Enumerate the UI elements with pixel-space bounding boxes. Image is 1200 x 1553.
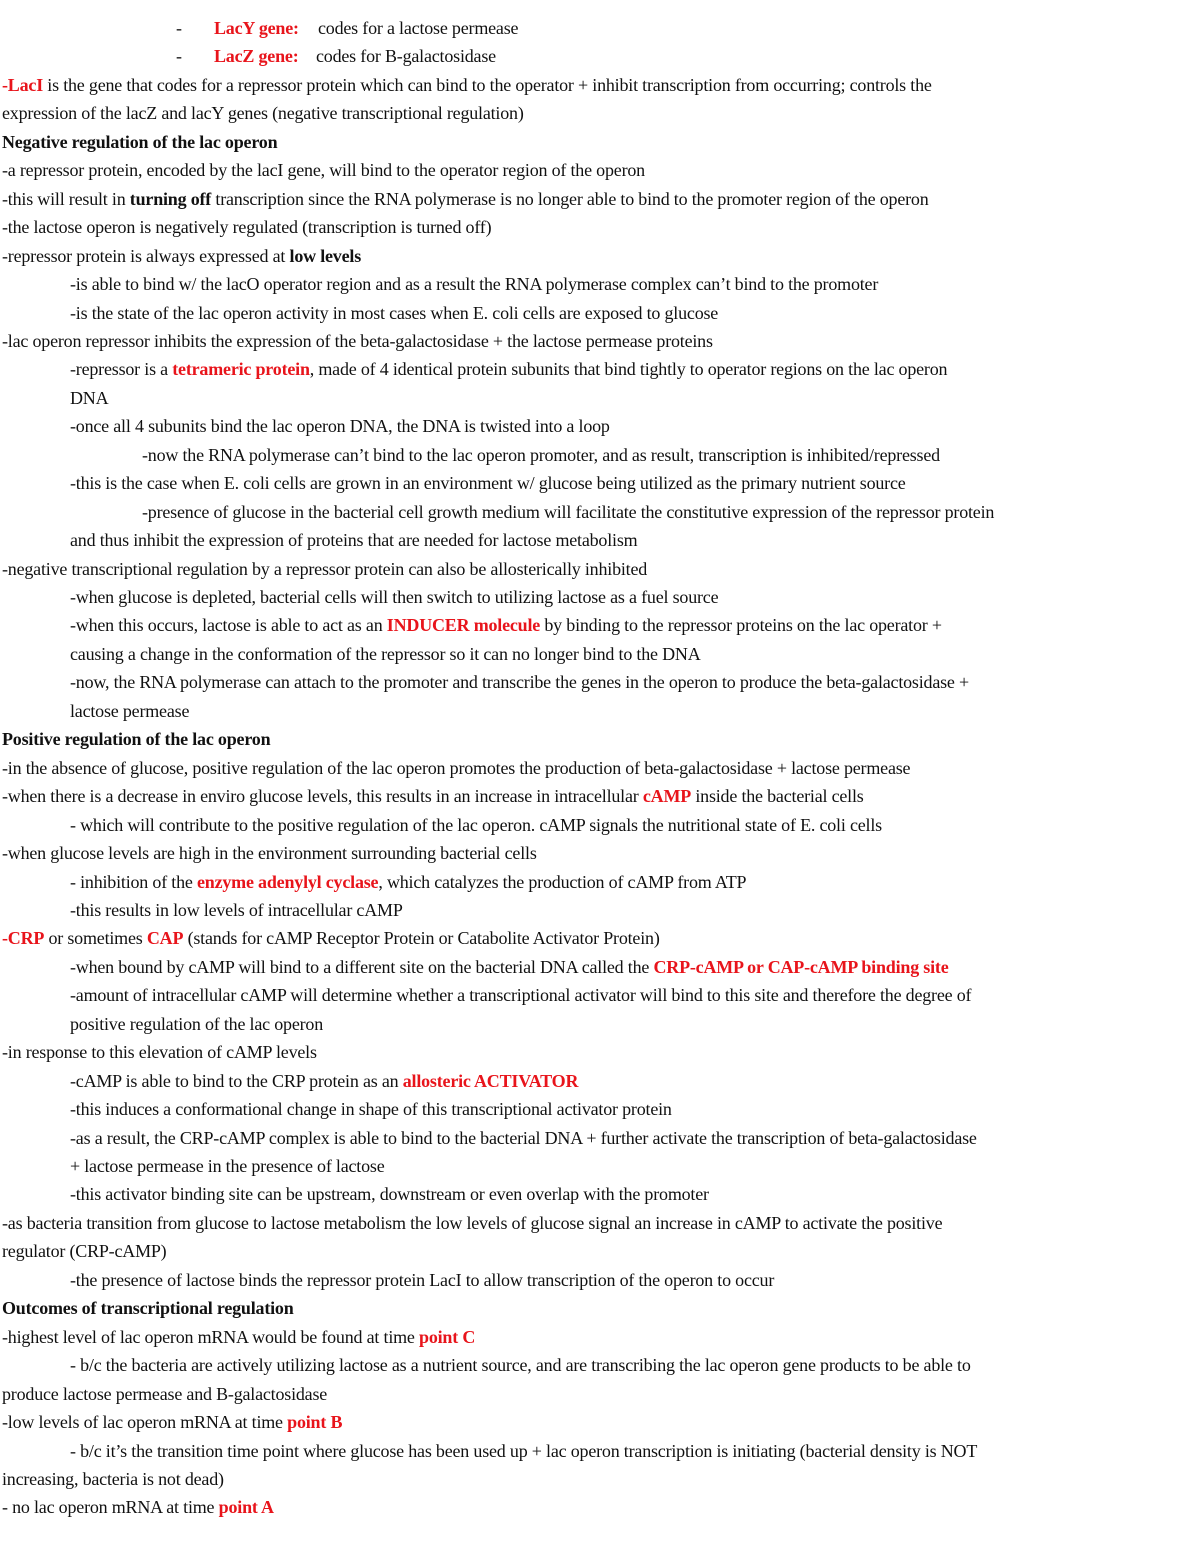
- document-line: [70, 469, 1196, 497]
- line-text: -when this occurs, lactose is able to act as an: [70, 615, 387, 636]
- line-text: -repressor is a: [70, 359, 173, 380]
- document-line: [2, 242, 1196, 270]
- line-text: codes for B-galactosidase: [316, 46, 496, 67]
- document-line: [70, 953, 1196, 981]
- line-text: -this activator binding site can be upstream, downstream or even overlap with the promoter: [70, 1184, 709, 1205]
- line-text: is the gene that codes for a repressor protein which can bind to the operator + inhibit transcription from occurring; controls the: [43, 74, 932, 95]
- line-text: positive regulation of the lac operon: [70, 1013, 324, 1034]
- document-line: [2, 1038, 1196, 1066]
- document-line: [2, 14, 1196, 42]
- highlighted-term: CAP: [146, 928, 184, 949]
- line-text: (stands for cAMP Receptor Protein or Catabolite Activator Protein): [183, 928, 660, 949]
- line-text: DNA: [70, 387, 109, 408]
- line-text: causing a change in the conformation of the repressor so it can no longer bind to the DNA: [70, 643, 701, 664]
- document-line: [142, 498, 1196, 526]
- document-line: [70, 1266, 1196, 1294]
- highlighted-term: -CRP: [2, 928, 45, 949]
- document-line: [142, 441, 1196, 469]
- document-line: [70, 1180, 1196, 1208]
- document-line: [2, 99, 1196, 127]
- line-text: + lactose permease in the presence of lactose: [70, 1156, 385, 1176]
- highlighted-term: point B: [287, 1412, 343, 1433]
- line-text: -this results in low levels of intracellular cAMP: [70, 899, 403, 920]
- document-line: [70, 697, 1196, 725]
- highlighted-term: tetrameric protein: [172, 359, 310, 380]
- line-text: - which will contribute to the positive regulation of the lac operon. cAMP signals the nutritional state of E. coli cells: [70, 814, 882, 835]
- line-text: -repressor protein is always expressed at: [2, 245, 290, 266]
- line-text: inside the bacterial cells: [691, 786, 864, 807]
- line-text: -in response to this elevation of cAMP levels: [2, 1042, 317, 1063]
- document-line: [2, 327, 1196, 355]
- highlighted-term: -LacI: [2, 74, 43, 95]
- document-line: [2, 782, 1196, 810]
- line-text: regulator (CRP-cAMP): [2, 1241, 167, 1262]
- line-text: -negative transcriptional regulation by a repressor protein can also be allosterically inhibited: [2, 558, 648, 579]
- line-text: - b/c it’s the transition time point where glucose has been used up + lac operon transcription is initiating (bacterial density is NOT: [70, 1440, 978, 1461]
- document-line: [2, 924, 1196, 952]
- line-text: -when glucose levels are high in the environment surrounding bacterial cells: [2, 843, 537, 864]
- highlighted-term: INDUCER molecule: [386, 615, 541, 636]
- line-text: -low levels of lac operon mRNA at time: [2, 1412, 288, 1433]
- document-line: [70, 1437, 1196, 1465]
- section-heading: [2, 1294, 1196, 1322]
- line-text: -highest level of lac operon mRNA would be found at time: [2, 1326, 420, 1347]
- bold-term: low levels: [289, 245, 362, 266]
- document-line: [2, 185, 1196, 213]
- document-line: [70, 868, 1196, 896]
- line-text: -as a result, the CRP-cAMP complex is able to bind to the bacterial DNA + further activate the transcription of beta-galactosidase: [70, 1127, 977, 1148]
- highlighted-term: CRP-cAMP or CAP-cAMP binding site: [653, 956, 949, 977]
- line-text: produce lactose permease and B-galactosidase: [2, 1383, 328, 1404]
- bold-term: turning off: [129, 188, 212, 209]
- line-text: -is the state of the lac operon activity in most cases when E. coli cells are exposed to glucose: [70, 302, 719, 323]
- document-line: [70, 811, 1196, 839]
- heading-text: Positive regulation of the lac operon: [2, 729, 271, 750]
- document-line: [2, 839, 1196, 867]
- document-line: [70, 1351, 1196, 1379]
- line-text: -cAMP is able to bind to the CRP protein as an: [70, 1070, 403, 1091]
- heading-text: Outcomes of transcriptional regulation: [2, 1298, 294, 1319]
- line-text: transcription since the RNA polymerase is no longer able to bind to the promoter region of the operon: [211, 188, 929, 209]
- document-line: [2, 754, 1196, 782]
- line-text: -amount of intracellular cAMP will determine whether a transcriptional activator will bind to this site and therefore the degree of: [70, 985, 972, 1006]
- line-text: -when glucose is depleted, bacterial cells will then switch to utilizing lactose as a fuel source: [70, 587, 719, 607]
- section-heading: [2, 128, 1196, 156]
- document-line: [2, 1237, 1196, 1265]
- line-text: -this is the case when E. coli cells are grown in an environment w/ glucose being utilized as the primary nutrient source: [70, 473, 906, 494]
- line-text: -in the absence of glucose, positive regulation of the lac operon promotes the production of beta-galactosidase + lactose permease: [2, 757, 911, 778]
- document-line: [2, 1209, 1196, 1237]
- document-line: [70, 1124, 1196, 1152]
- line-text: - inhibition of the: [70, 871, 197, 892]
- highlighted-term: allosteric ACTIVATOR: [402, 1070, 579, 1091]
- document-line: [70, 1010, 1196, 1038]
- document-line: [70, 384, 1196, 412]
- document-line: [70, 1095, 1196, 1123]
- line-text: and thus inhibit the expression of proteins that are needed for lactose metabolism: [70, 530, 638, 551]
- line-text: -the presence of lactose binds the repressor protein LacI to allow transcription of the operon to occur: [70, 1269, 775, 1290]
- document-line: [2, 213, 1196, 241]
- document-line: [70, 412, 1196, 440]
- line-text: -now, the RNA polymerase can attach to the promoter and transcribe the genes in the operon to produce the beta-galactosidase +: [70, 672, 969, 693]
- line-text: -presence of glucose in the bacterial cell growth medium will facilitate the constitutive expression of the repressor protein: [142, 501, 995, 522]
- line-text: -as bacteria transition from glucose to lactose metabolism the low levels of glucose signal an increase in cAMP to activate the positive: [2, 1212, 943, 1233]
- document-line: [70, 583, 1196, 611]
- line-text: , which catalyzes the production of cAMP from ATP: [378, 871, 747, 892]
- highlighted-term: LacZ gene:: [214, 46, 299, 67]
- line-text: -this will result in: [2, 188, 130, 209]
- line-text: -this induces a conformational change in shape of this transcriptional activator protein: [70, 1099, 672, 1120]
- line-text: increasing, bacteria is not dead): [2, 1468, 224, 1489]
- document-line: [70, 355, 1196, 383]
- document-line: [70, 299, 1196, 327]
- line-text: -when there is a decrease in enviro glucose levels, this results in an increase in intracellular: [2, 786, 643, 807]
- document-line: [2, 156, 1196, 184]
- line-text: -a repressor protein, encoded by the lacI gene, will bind to the operator region of the operon: [2, 160, 645, 181]
- document-line: [2, 1408, 1196, 1436]
- document-line: [70, 526, 1196, 554]
- document-line: [2, 42, 1196, 70]
- document-line: [2, 1323, 1196, 1351]
- document-line: [2, 1465, 1196, 1493]
- highlighted-term: LacY gene:: [214, 18, 299, 38]
- highlighted-term: point A: [218, 1497, 274, 1518]
- document-line: [70, 270, 1196, 298]
- line-text: - no lac operon mRNA at time: [2, 1497, 219, 1518]
- line-text: by binding to the repressor proteins on the lac operator +: [540, 615, 942, 636]
- line-text: -is able to bind w/ the lacO operator region and as a result the RNA polymerase complex can’t bind to the promoter: [70, 274, 879, 295]
- heading-text: Negative regulation of the lac operon: [2, 131, 278, 152]
- document-line: [2, 71, 1196, 99]
- highlighted-term: point C: [419, 1326, 476, 1347]
- document-line: [70, 1067, 1196, 1095]
- document-line: [70, 981, 1196, 1009]
- document-line: [70, 896, 1196, 924]
- line-text: or sometimes: [44, 928, 147, 949]
- line-text: -the lactose operon is negatively regulated (transcription is turned off): [2, 217, 492, 238]
- document-line: [2, 555, 1196, 583]
- highlighted-term: enzyme adenylyl cyclase: [196, 871, 379, 892]
- document-line: [70, 668, 1196, 696]
- line-text: -when bound by cAMP will bind to a different site on the bacterial DNA called the: [70, 956, 654, 977]
- section-heading: [2, 725, 1196, 753]
- line-text: -lac operon repressor inhibits the expression of the beta-galactosidase + the lactose permease proteins: [2, 330, 713, 351]
- line-text: -once all 4 subunits bind the lac operon DNA, the DNA is twisted into a loop: [70, 416, 610, 437]
- line-text: - b/c the bacteria are actively utilizing lactose as a nutrient source, and are transcribing the lac operon gene products to be able to: [70, 1355, 971, 1376]
- line-text: expression of the lacZ and lacY genes (negative transcriptional regulation): [2, 103, 524, 124]
- document-line: [2, 1380, 1196, 1408]
- highlighted-term: cAMP: [642, 786, 692, 807]
- line-text: , made of 4 identical protein subunits that bind tightly to operator regions on the lac operon: [309, 359, 948, 380]
- line-text: -now the RNA polymerase can’t bind to the lac operon promoter, and as result, transcription is inhibited/repressed: [142, 444, 940, 465]
- bullet-dash: -: [176, 18, 182, 38]
- line-text: lactose permease: [70, 700, 190, 721]
- document-line: [70, 1152, 1196, 1180]
- document-line: [70, 640, 1196, 668]
- document-line: [70, 611, 1196, 639]
- document-line: [2, 1493, 1196, 1521]
- bullet-dash: -: [176, 46, 182, 67]
- line-text: codes for a lactose permease: [318, 18, 519, 38]
